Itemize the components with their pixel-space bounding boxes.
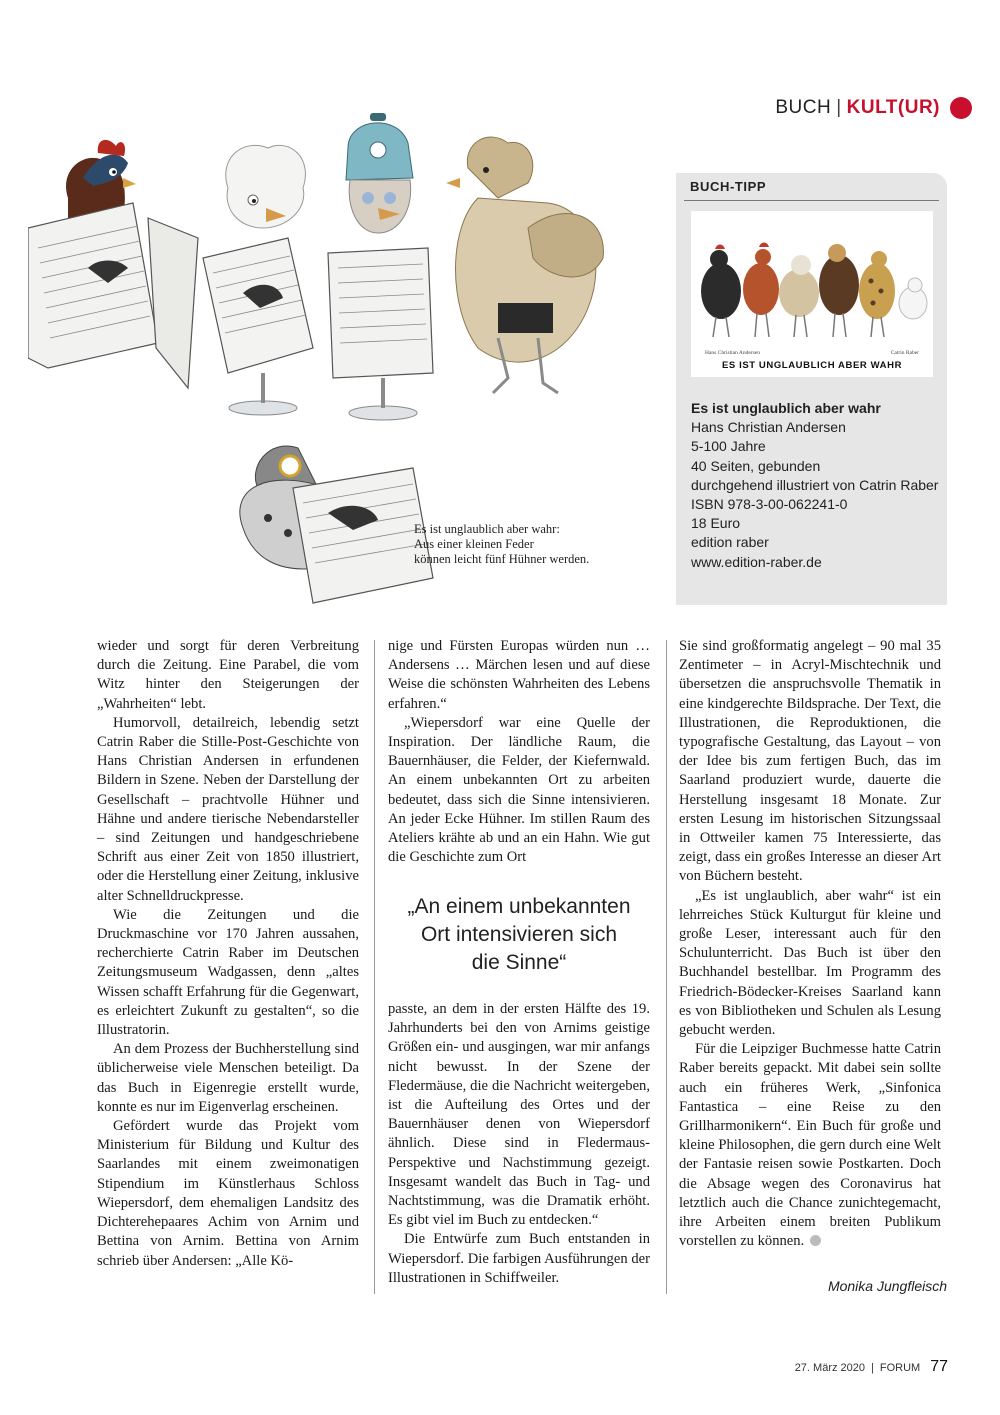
page-number: 77 xyxy=(930,1358,948,1375)
paragraph: nige und Fürsten Europas würden nun … Andersens … Märchen lesen und auf diese Weise die schönsten Wahrheiten des Lebens erfahren.“ xyxy=(388,638,650,712)
white-chicken-figure xyxy=(203,145,313,415)
book-detail: durchgehend illustriert von Catrin Raber xyxy=(691,476,939,493)
column-divider xyxy=(666,640,667,1294)
caption-line: Es ist unglaublich aber wahr: xyxy=(414,522,560,536)
cover-credits xyxy=(705,350,919,356)
paragraph: Sie sind großformatig angelegt – 90 mal 35 Zentimeter – in Acryl-Mischtechnik und übersetzen die anspruchsvolle Thematik in eine kindgerechte Bildsprache. Der Text, die Illustrationen, die Reproduktionen, die typografische Gestaltung, das Layout – von der Idee bis zum fertigen Buch, das im Saarland produziert wurde, dauerte die Herstellung insgesamt 18 Monate. Zur ersten Lesung im historischen Sitzungssaal in Ottweiler kamen 75 Interessierte, das zeigt, dass ein großes Interesse an dieser Art von Büchern besteht. xyxy=(679,638,941,885)
caption-line: Aus einer kleinen Feder xyxy=(414,537,534,551)
pull-quote-line: die Sinne“ xyxy=(471,951,567,974)
cover-title: ES IST UNGLAUBLICH ABER WAHR xyxy=(721,360,903,371)
cover-author: Hans Christian Andersen xyxy=(705,350,760,356)
book-details xyxy=(691,399,941,572)
paragraph-text: Für die Leipziger Buchmesse hatte Catrin Raber bereits gepackt. Mit dabei sein sollte auch ein früheres Werk, „Sinfonica Fantastica – eine Reise zu den Grillharmonikern“. Ein Buch für große und kleine Philosophen, die gern durch eine Welt der Fantasie reisen sowie Postkarten. Doch die Absage wegen des Coronavirus hat letztlich auch die Chance zunichtegemacht, ihre Arbeiten einem breiten Publikum vorstellen zu können. xyxy=(679,1041,941,1250)
book-detail: Hans Christian Andersen xyxy=(691,419,846,436)
book-detail: edition raber xyxy=(691,534,769,551)
footer-separator: | xyxy=(871,1362,874,1374)
book-cover xyxy=(691,211,933,377)
pull-quote xyxy=(388,893,650,977)
end-mark-icon xyxy=(810,1235,821,1246)
author-byline: Monika Jungfleisch xyxy=(827,1278,947,1294)
red-dot-icon xyxy=(950,97,972,119)
paragraph: Die Entwürfe zum Buch entstanden in Wiepersdorf. Die farbigen Ausführungen der Illustrationen in Schiffweiler. xyxy=(388,1231,650,1286)
magazine-name: FORUM xyxy=(879,1362,921,1374)
cover-chickens xyxy=(701,243,927,338)
section-header xyxy=(775,96,972,120)
header-separator: | xyxy=(836,97,842,118)
article-column-2-bottom xyxy=(388,1000,650,1288)
buch-tipp-label: BUCH-TIPP xyxy=(690,179,767,194)
buch-tipp-box xyxy=(676,173,947,605)
article-column-2-top xyxy=(388,637,650,867)
caption-line: können leicht fünf Hühner werden. xyxy=(414,552,590,566)
divider xyxy=(684,200,939,201)
section-label: BUCH xyxy=(775,97,832,118)
category-label: KULT(UR) xyxy=(846,97,940,118)
cover-illustrator: Catrin Raber xyxy=(890,350,919,356)
page-footer xyxy=(795,1358,948,1376)
tall-hen-figure xyxy=(446,137,603,393)
illustration-caption xyxy=(414,522,644,567)
book-detail: ISBN 978-3-00-062241-0 xyxy=(691,496,848,513)
book-detail: 40 Seiten, gebunden xyxy=(691,457,821,474)
paragraph xyxy=(679,1040,941,1251)
paragraph: passte, an dem in der ersten Hälfte des 19. Jahrhunderts bei den von Arnims geistige Größen ein- und ausgingen, war mir anfangs nicht bewusst. In der Szene der Fledermäuse, die die Nachricht weitergeben, ist die Aufteilung des Ortes und der Bauernhäuser denen von Wiepersdorf ähnlich. Diese sind in Fledermaus-Perspektive und Nachstimmung gezeigt. Insgesamt wandelt das Buch in Tag- und Nachtstimmung, was die Dramatik erhöht. Es gibt viel im Buch zu entdecken.“ xyxy=(388,1001,650,1229)
column-divider xyxy=(374,640,375,1294)
cover-chickens-illustration xyxy=(691,211,933,345)
paragraph: „Es ist unglaublich, aber wahr“ ist ein lehrreiches Stück Kulturgut für kleine und große Leser, interessant auch für den Schulunterricht. Das Buch ist über den Buchhandel bestellbar. Im Programm des Friedrich-Bödecker-Kreises Saarland kann es von Bibliotheken und Schulen als Lesung gebucht werden. xyxy=(679,887,941,1039)
hairdryer-chicken-figure xyxy=(328,113,433,420)
paragraph: Gefördert wurde das Projekt vom Ministerium für Bildung und Kultur des Saarlandes mit einem zweimonatigen Stipendium im Künstlerhaus Schloss Wiepersdorf, dem ehemaligen Landsitz des Dichterehepaares Achim von Arnim und Bettina von Arnim. Bettina von Arnim schrieb über Andersen: „Alle Kö- xyxy=(97,1118,359,1269)
article-column-1 xyxy=(97,637,359,1271)
article-column-3 xyxy=(679,637,941,1252)
book-detail: 18 Euro xyxy=(691,515,741,532)
book-website: www.edition-raber.de xyxy=(691,553,822,570)
paragraph: wieder und sorgt für deren Verbreitung durch die Zeitung. Eine Parabel, die vom Witz hinter den Steigerungen der „Wahrheiten“ lebt. xyxy=(97,638,359,712)
paragraph: Humorvoll, detailreich, lebendig setzt Catrin Raber die Stille-Post-Geschichte von Hans Christian Andersen in erfundenen Bildern in Szene. Neben der Darstellung der Gesellschaft – prachtvolle Hühner und Hähne und andere tierische Nebendarsteller – sind Zeitungen und handgeschriebene Schrift aus einer Zeit von 1850 illustriert, oder die Herstellung einer Zeitung, inklusive alter Schnelldruckpresse. xyxy=(97,714,359,904)
issue-date: 27. März 2020 xyxy=(794,1362,866,1374)
book-detail: 5-100 Jahre xyxy=(691,438,766,455)
magnifier-hen-figure xyxy=(240,446,433,603)
pull-quote-line: „An einem unbekannten xyxy=(407,895,631,918)
paragraph: Wie die Zeitungen und die Druckmaschine vor 170 Jahren aussahen, recherchierte Catrin Raber im Deutschen Zeitungsmuseum Wadgassen, denn „altes Wissen schafft Erfahrung für die Gegenwart, es erleichtert Zukunft zu gestalten“, so die Illustratorin. xyxy=(97,906,359,1039)
paragraph: „Wiepersdorf war eine Quelle der Inspiration. Der ländliche Raum, die Bauernhäuser, die Felder, der Kiefernwald. An einem unbekannten Ort zu arbeiten bedeutet, dass sich die Sinne intensivieren. An jeder Ecke Hühner. Im stillen Raum des Ateliers krähte ab und an ein Hahn. Wie gut die Geschichte zum Ort xyxy=(388,714,650,866)
left-newspaper xyxy=(28,203,198,388)
pull-quote-line: Ort intensivieren sich xyxy=(420,923,618,946)
paragraph: An dem Prozess der Buchherstellung sind üblicherweise viele Menschen beteiligt. Da das Buch in Eigenregie erstellt wurde, konnte es nur im Eigenverlag erscheinen. xyxy=(97,1041,359,1115)
book-title: Es ist unglaublich aber wahr xyxy=(691,400,881,416)
